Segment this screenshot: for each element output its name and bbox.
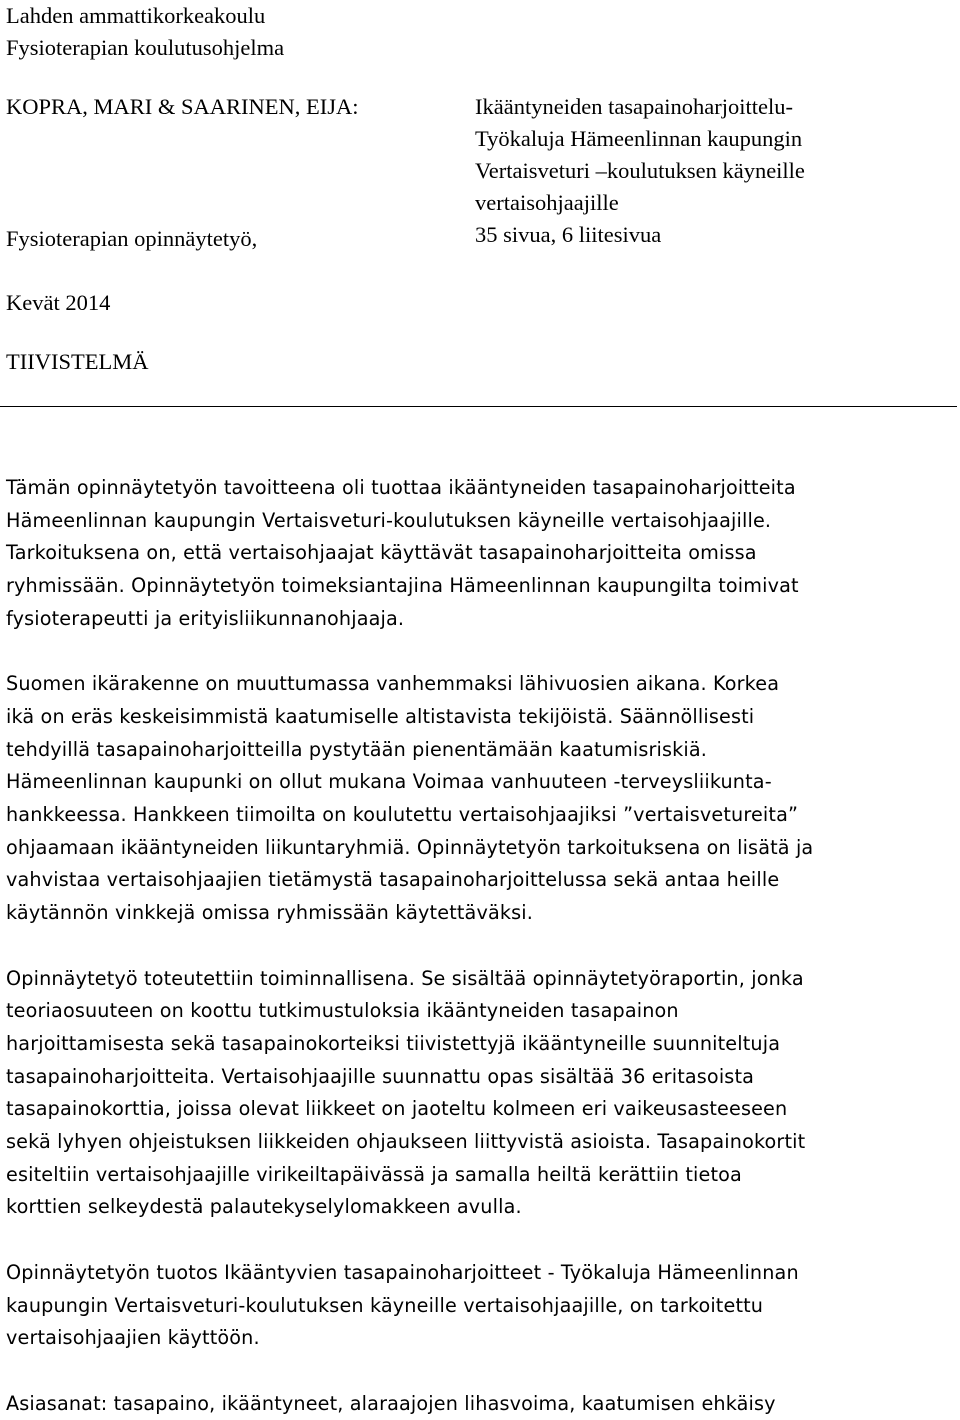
abstract-paragraph: [6, 472, 956, 636]
abstract-line: tasapainoharjoitteita. Vertaisohjaajille suunnattu opas sisältää 36 eritasoista: [6, 1064, 755, 1088]
season-year: Kevät 2014: [6, 290, 111, 315]
abstract-line: ryhmissään. Opinnäytetyön toimeksiantajina Hämeenlinnan kaupungilta toimivat: [6, 574, 799, 598]
title-line: Työkaluja Hämeenlinnan kaupungin: [475, 126, 803, 151]
abstract-line: Opinnäytetyön tuotos Ikääntyvien tasapainoharjoitteet - Työkaluja Hämeenlinnan: [6, 1260, 799, 1284]
abstract-line: fysioterapeutti ja erityisliikunnanohjaaja.: [6, 606, 405, 630]
divider: [0, 406, 957, 407]
abstract-line: Tämän opinnäytetyön tavoitteena oli tuottaa ikääntyneiden tasapainoharjoitteita: [6, 476, 796, 499]
abstract-line: Suomen ikärakenne on muuttumassa vanhemmaksi lähivuosien aikana. Korkea: [6, 672, 780, 696]
title-line: vertaisohjaajille: [475, 190, 619, 215]
abstract-line: hankkeessa. Hankkeen tiimoilta on koulutettu vertaisohjaajiksi ”vertaisvetureita”: [6, 803, 799, 827]
title-line: Vertaisveturi –koulutuksen käyneille: [475, 158, 805, 183]
thesis-type: Fysioterapian opinnäytetyö,: [6, 226, 258, 251]
abstract-line: vahvistaa vertaisohjaajien tietämystä tasapainoharjoittelussa sekä antaa heille: [6, 868, 780, 892]
abstract-line: esiteltiin vertaisohjaajille virikeiltapäivässä ja samalla heiltä kerättiin tietoa: [6, 1162, 742, 1186]
title-line: Ikääntyneiden tasapainoharjoittelu-: [475, 94, 793, 119]
abstract-line: vertaisohjaajien käyttöön.: [6, 1326, 260, 1350]
abstract-line: Hämeenlinnan kaupunki on ollut mukana Voimaa vanhuuteen -terveysliikunta-: [6, 770, 772, 794]
abstract-line: harjoittamisesta sekä tasapainokorteiksi tiivistettyjä ikääntyneille suunniteltuja: [6, 1031, 781, 1055]
abstract-line: Tarkoituksena on, että vertaisohjaajat käyttävät tasapainoharjoitteita omissa: [6, 541, 757, 565]
abstract-line: tasapainokorttia, joissa olevat liikkeet on jaoteltu kolmeen eri vaikeusasteeseen: [6, 1097, 788, 1121]
abstract-line: Opinnäytetyö toteutettiin toiminnallisena. Se sisältää opinnäytetyöraportin, jonka: [6, 966, 804, 990]
abstract-line: sekä lyhyen ohjeistuksen liikkeiden ohjaukseen liittyvistä asioista. Tasapainokortit: [6, 1130, 806, 1154]
institution-name: Lahden ammattikorkeakoulu: [6, 3, 266, 28]
keywords: [6, 1388, 956, 1420]
abstract-paragraph: [6, 668, 956, 930]
abstract-paragraph: [6, 963, 956, 1225]
abstract-line: kaupungin Vertaisveturi-koulutuksen käyneille vertaisohjaajille, on tarkoitettu: [6, 1293, 764, 1317]
keywords-line: Asiasanat: tasapaino, ikääntyneet, alaraajojen lihasvoima, kaatumisen ehkäisy: [6, 1391, 776, 1415]
thesis-title: [475, 91, 805, 251]
section-heading: TIIVISTELMÄ: [6, 349, 149, 374]
abstract-line: ohjaamaan ikääntyneiden liikuntaryhmiä. Opinnäytetyön tarkoituksena on lisätä ja: [6, 835, 814, 859]
abstract-paragraph: [6, 1257, 956, 1355]
abstract-body: [6, 472, 956, 1420]
abstract-line: tehdyillä tasapainoharjoitteilla pystytään pienentämään kaatumisriskiä.: [6, 737, 708, 761]
abstract-line: Hämeenlinnan kaupungin Vertaisveturi-koulutuksen käyneille vertaisohjaajille.: [6, 508, 772, 532]
abstract-line: käytännön vinkkejä omissa ryhmissään käytettäväksi.: [6, 901, 533, 925]
institution-block: [6, 0, 284, 64]
authors: [6, 91, 359, 123]
degree-programme: Fysioterapian koulutusohjelma: [6, 35, 285, 60]
abstract-line: ikä on eräs keskeisimmistä kaatumiselle altistavista tekijöistä. Säännöllisesti: [6, 704, 755, 728]
page-count: 35 sivua, 6 liitesivua: [475, 222, 662, 247]
abstract-line: teoriaosuuteen on koottu tutkimustuloksia ikääntyneiden tasapainon: [6, 999, 679, 1023]
author-names: KOPRA, MARI & SAARINEN, EIJA:: [6, 94, 359, 119]
abstract-line: korttien selkeydestä palautekyselylomakkeen avulla.: [6, 1195, 522, 1219]
